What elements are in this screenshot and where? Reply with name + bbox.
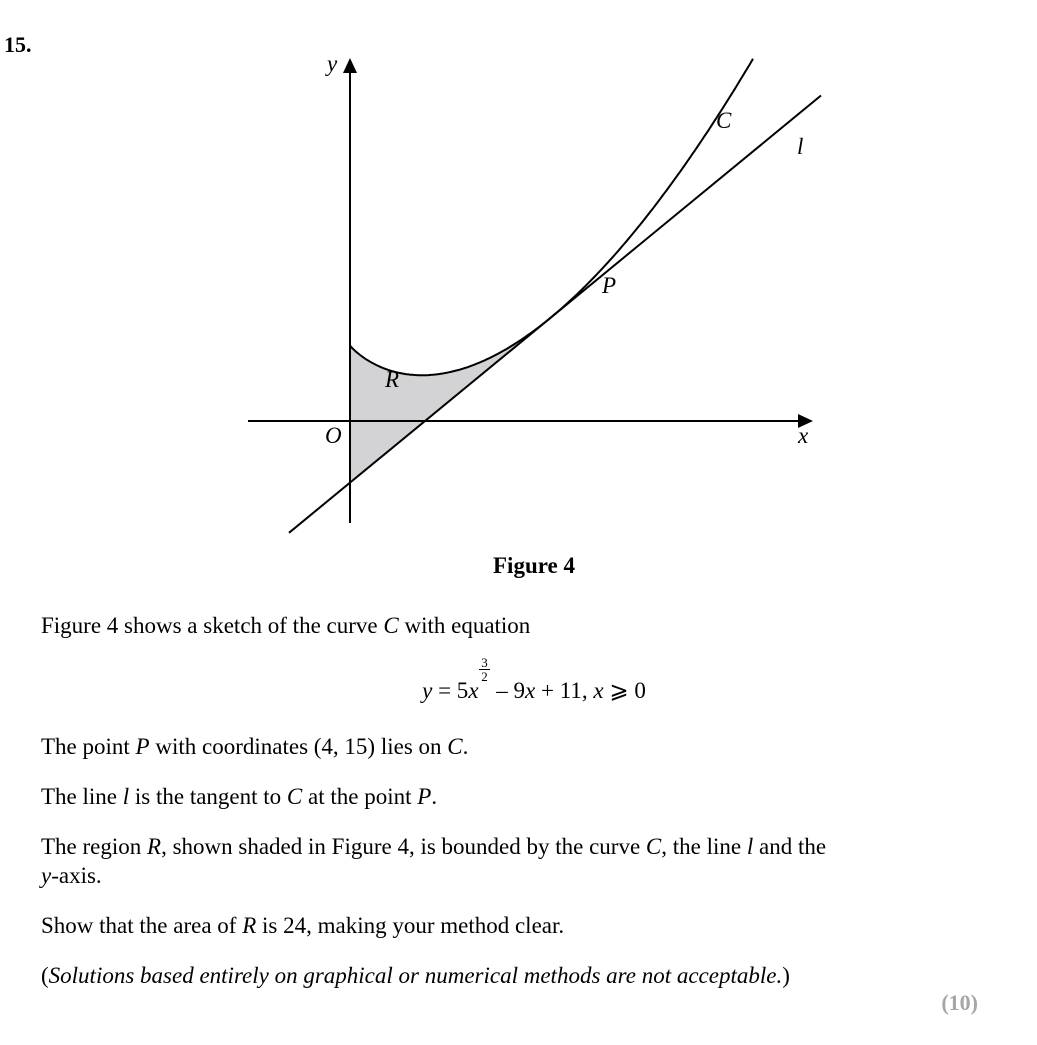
intro-text: Figure 4 shows a sketch of the curve C with equation — [41, 613, 531, 638]
curve-label: C — [716, 108, 732, 133]
tangent-statement: The line l is the tangent to C at the point P. — [41, 784, 438, 809]
marks-available: (10) — [941, 990, 978, 1015]
exponent-fraction: $\frac{3}{2}$ — [481, 655, 488, 684]
curve-equation: y = 5x $\frac{3}{2}$ – 9x + 11, x ⩾ 0 — [422, 655, 646, 703]
point-p-statement: The point P with coordinates (4, 15) lies on C. — [41, 734, 469, 759]
question-number: 15. — [4, 32, 32, 57]
y-axis-label: y — [327, 51, 338, 76]
tangent-line-l — [289, 95, 821, 532]
region-label: R — [385, 367, 400, 392]
y-axis-arrowhead — [343, 58, 357, 73]
task-statement: Show that the area of R is 24, making your method clear. — [41, 913, 565, 938]
point-label: P — [602, 273, 617, 298]
method-note: (Solutions based entirely on graphical or numerical methods are not acceptable.) — [41, 963, 790, 988]
line-label: l — [797, 134, 804, 159]
figure-caption: Figure 4 — [493, 553, 575, 578]
x-axis-label: x — [798, 423, 809, 448]
origin-label: O — [325, 423, 342, 448]
curve-c — [350, 59, 753, 375]
region-statement: The region R, shown shaded in Figure 4, is bounded by the curve C, the line l and the y-axis. — [41, 834, 827, 888]
